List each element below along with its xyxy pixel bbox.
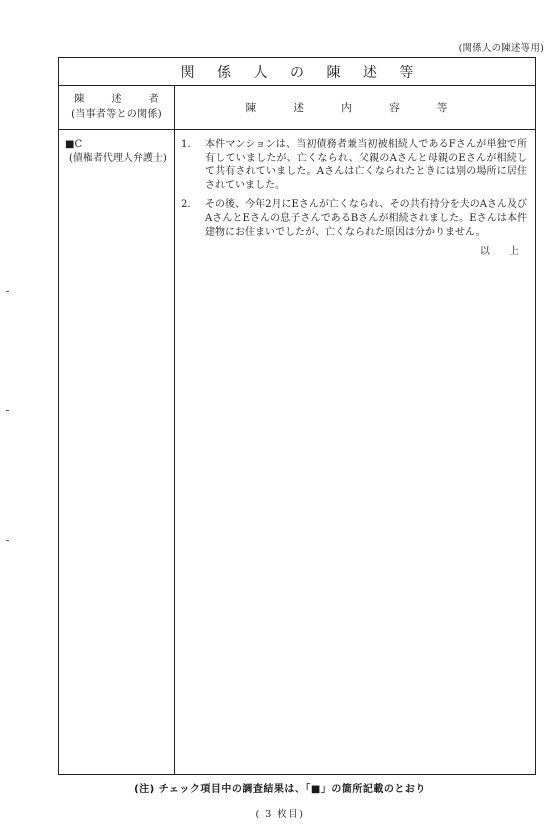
speaker-name: ■C bbox=[65, 139, 83, 150]
speaker-relation: (債権者代理人弁護士) bbox=[69, 153, 167, 164]
page-count: ( 3 枚目) bbox=[255, 809, 305, 820]
margin-punch-mark bbox=[6, 540, 9, 541]
statement-number: 1. bbox=[181, 139, 191, 150]
speaker-header-label: 陳 述 者 bbox=[74, 94, 171, 105]
statement-text: その後、今年2月にEさんが亡くなられ、その共有持分を夫のAさん及びAさんとEさんの息子さんであるBさんが相続されました。Eさんは本件建物にお住まいでしたが、亡くなられた原因は分かりません。 bbox=[205, 199, 527, 238]
column-divider bbox=[174, 85, 175, 774]
title-row bbox=[59, 58, 535, 86]
statement-number: 2. bbox=[181, 199, 191, 211]
statement-item bbox=[181, 138, 527, 192]
speaker-column-header bbox=[59, 85, 174, 129]
closing-mark: 以 上 bbox=[479, 246, 527, 258]
margin-punch-mark bbox=[6, 291, 9, 292]
content-column-header: 陳 述 内 容 等 bbox=[245, 101, 465, 114]
statement-sheet bbox=[58, 57, 536, 775]
margin-punch-mark bbox=[6, 410, 9, 411]
page-title: 関 係 人 の 陳 述 等 bbox=[180, 64, 423, 81]
statement-content-cell bbox=[181, 138, 527, 259]
statement-item bbox=[181, 198, 527, 239]
footnote: (注) チェック項目中の調査結果は、「■」の箇所記載のとおり bbox=[134, 784, 426, 795]
table-header-row bbox=[59, 85, 535, 130]
speaker-cell bbox=[65, 138, 171, 166]
statement-text: 本件マンションは、当初債務者兼当初被相続人であるFさんが単独で所有していましたが、亡くなられ、父親のAさんと母親のEさんが相続して共有されていました。Aさんは亡くなられたときには別の場所に居住されていました。 bbox=[205, 139, 527, 191]
speaker-relation-header-label: (当事者等との関係) bbox=[71, 109, 162, 120]
form-type-label: (関係人の陳述等用) bbox=[458, 43, 544, 54]
